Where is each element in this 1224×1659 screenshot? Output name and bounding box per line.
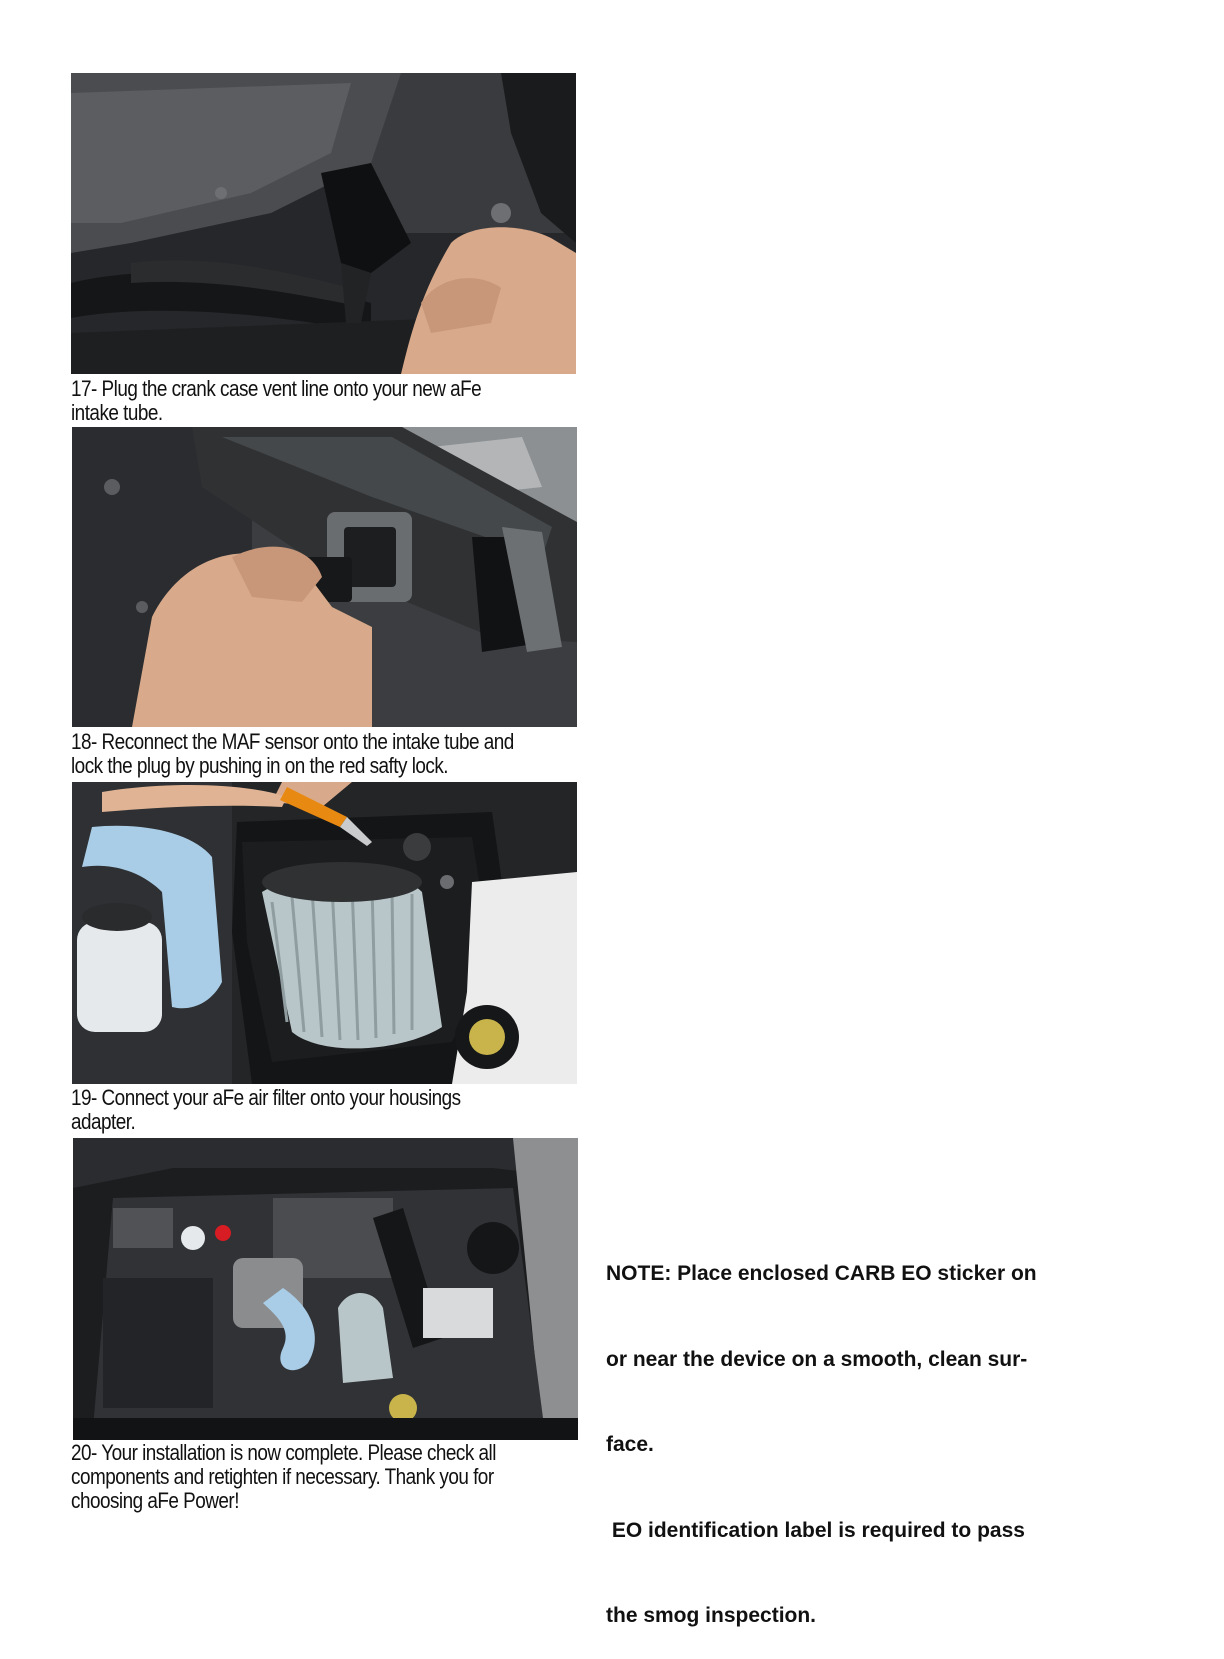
carb-eo-note: [606, 1203, 1126, 1659]
air-filter-photo-icon: [72, 782, 577, 1084]
step-18-caption: 18- Reconnect the MAF sensor onto the intake tube and lock the plug by pushing in on the red safty lock.: [71, 729, 514, 778]
crankcase-vent-photo-icon: [71, 73, 576, 374]
note-line-1: NOTE: Place enclosed CARB EO sticker on: [606, 1262, 1037, 1285]
step-17-caption: 17- Plug the crank case vent line onto your new aFe intake tube.: [71, 376, 482, 425]
step-19-photo: [72, 782, 577, 1084]
step-17-photo: [71, 73, 576, 374]
engine-bay-photo-icon: [73, 1138, 578, 1440]
step-20-caption: 20- Your installation is now complete. Please check all components and retighten if necessary. Thank you for choosing aFe Power!: [71, 1440, 496, 1513]
step-20-photo: [73, 1138, 578, 1440]
step-18-photo: [72, 427, 577, 727]
maf-sensor-photo-icon: [72, 427, 577, 727]
note-line-2: or near the device on a smooth, clean sur-: [606, 1347, 1028, 1371]
step-19-caption: 19- Connect your aFe air filter onto your housings adapter.: [71, 1085, 461, 1134]
note-line-3: face.: [606, 1433, 654, 1456]
note-line-5: the smog inspection.: [606, 1604, 817, 1627]
note-line-4: EO identification label is required to pass: [606, 1518, 1025, 1542]
